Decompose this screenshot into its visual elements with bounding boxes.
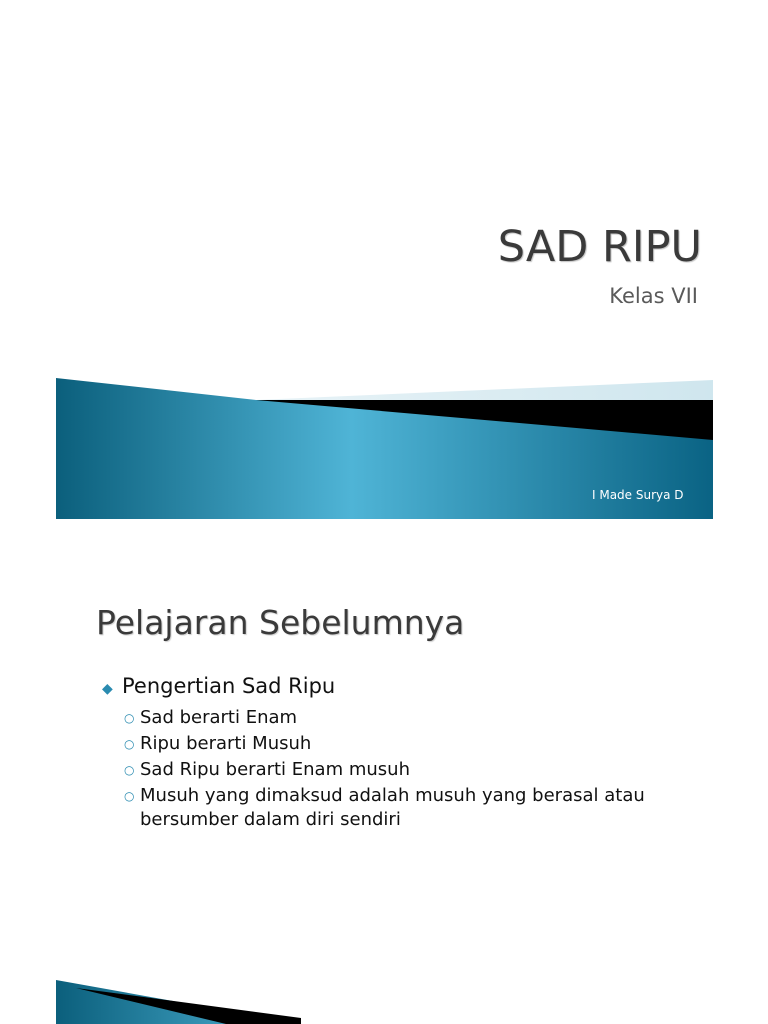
sub-bullet-text: Sad berarti Enam bbox=[140, 707, 298, 728]
hollow-circle-bullet-icon: ○ bbox=[124, 711, 135, 725]
sub-bullet-list bbox=[124, 706, 662, 832]
sub-bullet-text: Ripu berarti Musuh bbox=[140, 733, 312, 754]
sub-bullet-text: Musuh yang dimaksud adalah musuh yang berasal atau bersumber dalam diri sendiri bbox=[140, 785, 645, 830]
hollow-circle-bullet-icon: ○ bbox=[124, 789, 135, 803]
main-bullet-text: Pengertian Sad Ripu bbox=[122, 674, 336, 698]
hollow-circle-bullet-icon: ○ bbox=[124, 763, 135, 777]
decorative-bottom-band bbox=[56, 980, 301, 1024]
section-heading: Pelajaran Sebelumnya bbox=[96, 603, 465, 642]
hollow-circle-bullet-icon: ○ bbox=[124, 737, 135, 751]
list-item bbox=[124, 706, 662, 730]
diamond-bullet-icon: ◆ bbox=[102, 681, 113, 697]
slide-title: SAD RIPU bbox=[497, 222, 702, 272]
list-item bbox=[124, 732, 662, 756]
author-name: I Made Surya D bbox=[592, 488, 684, 502]
list-item bbox=[124, 758, 662, 782]
sub-bullet-text: Sad Ripu berarti Enam musuh bbox=[140, 759, 410, 780]
list-item bbox=[102, 674, 662, 698]
list-item bbox=[124, 784, 662, 832]
bullet-list bbox=[102, 674, 662, 834]
slide-subtitle: Kelas VII bbox=[609, 284, 698, 308]
